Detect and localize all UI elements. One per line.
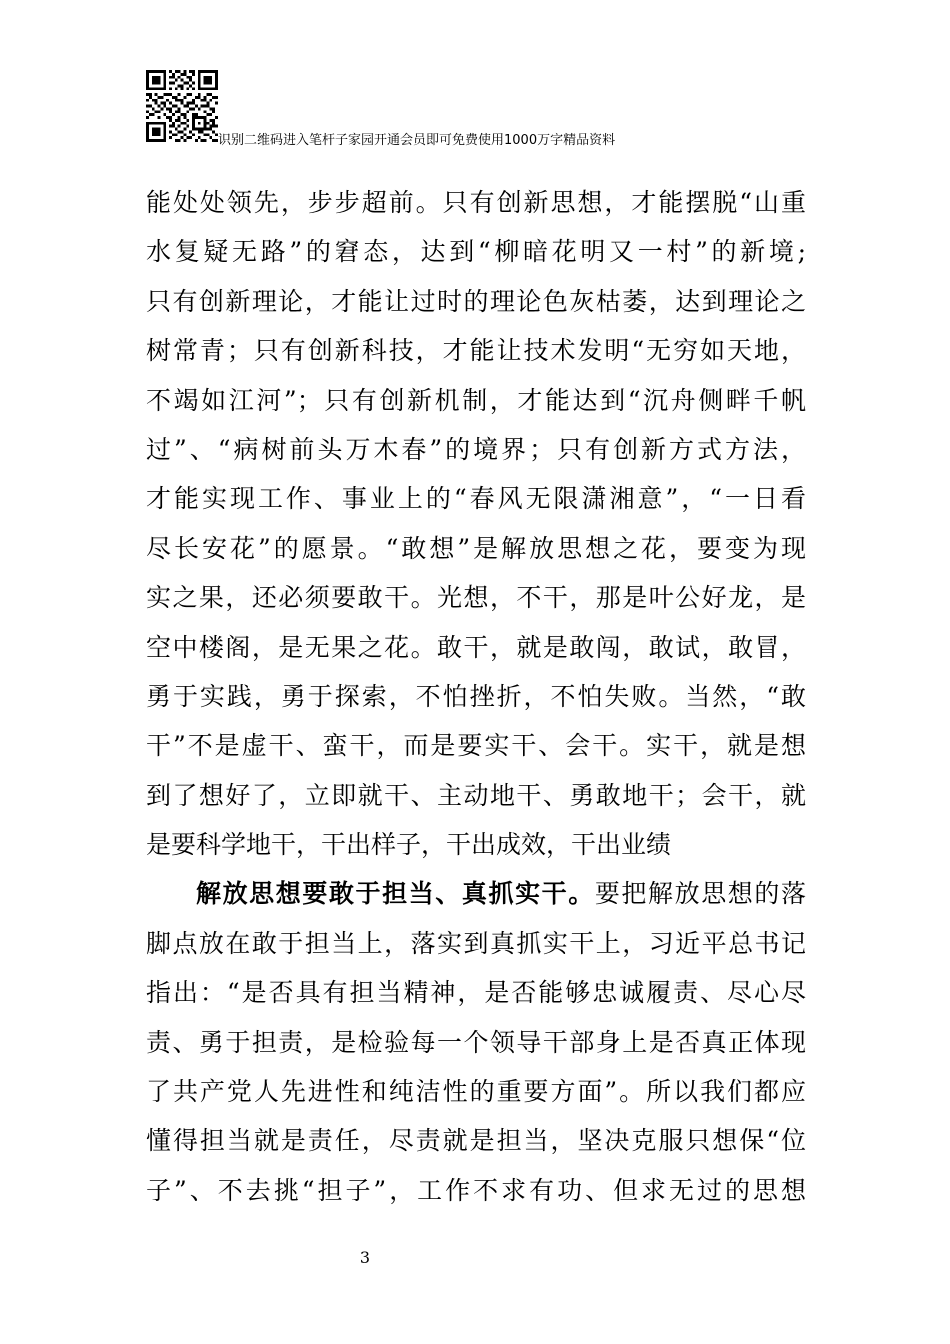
paragraph-line: 是要科学地干，干出样子，干出成效，干出业绩 [146, 830, 672, 860]
paragraph-line: 指出：“是否具有担当精神，是否能够忠诚履责、尽心尽 [146, 978, 806, 1008]
paragraph-1 [146, 178, 806, 869]
paragraph-line: 能处处领先，步步超前。只有创新思想，才能摆脱“山重 [146, 188, 806, 217]
paragraph-first-line [146, 869, 806, 918]
qr-code-graphic [146, 70, 218, 142]
paragraph-heading: 解放思想要敢于担当、真抓实干。 [196, 879, 595, 909]
paragraph-line: 勇于实践，勇于探索，不怕挫折，不怕失败。当然，“敢 [146, 681, 806, 711]
qr-code-icon [146, 70, 218, 142]
paragraph-line: 树常青；只有创新科技，才能让技术发明“无穷如天地， [146, 336, 806, 366]
paragraph-line: 只有创新理论，才能让过时的理论色灰枯萎，达到理论之 [146, 286, 806, 316]
paragraph-line: 水复疑无路”的窘态，达到“柳暗花明又一村”的新境; [146, 237, 806, 267]
paragraph-line: 了共产党人先进性和纯洁性的重要方面”。所以我们都应 [146, 1077, 806, 1107]
paragraph-line: 脚点放在敢于担当上，落实到真抓实干上，习近平总书记 [146, 928, 806, 958]
paragraph-line: 子”、不去挑“担子”，工作不求有功、但求无过的思想 [146, 1175, 806, 1205]
page-number: 3 [359, 1248, 371, 1267]
paragraph-line: 到了想好了，立即就干、主动地干、勇敢地干；会干，就 [146, 780, 806, 810]
paragraph-line: 才能实现工作、事业上的“春风无限潇湘意”，“一日看 [146, 484, 806, 514]
document-body [146, 178, 806, 1215]
paragraph-line: 尽长安花”的愿景。“敢想”是解放思想之花，要变为现 [146, 533, 806, 563]
paragraph-line: 不竭如江河”；只有创新机制，才能达到“沉舟侧畔千帆 [146, 385, 806, 415]
paragraph-line: 责、勇于担责，是检验每一个领导干部身上是否真正体现 [146, 1027, 806, 1057]
paragraph-line: 干”不是虚干、蛮干，而是要实干、会干。实干，就是想 [146, 731, 806, 761]
paragraph-line: 空中楼阁，是无果之花。敢干，就是敢闯，敢试，敢冒， [146, 632, 806, 662]
paragraph-line: 过”、“病树前头万木春”的境界；只有创新方式方法， [146, 434, 806, 464]
paragraph-line-rest: 要把解放思想的落 [594, 879, 806, 909]
paragraph-2 [146, 869, 806, 1215]
paragraph-line: 实之果，还必须要敢干。光想，不干，那是叶公好龙，是 [146, 583, 806, 613]
header-promo-note: 识别二维码进入笔杆子家园开通会员即可免费使用1000万字精品资料 [218, 133, 616, 148]
paragraph-line: 懂得担当就是责任，尽责就是担当，坚决克服只想保“位 [146, 1126, 806, 1156]
